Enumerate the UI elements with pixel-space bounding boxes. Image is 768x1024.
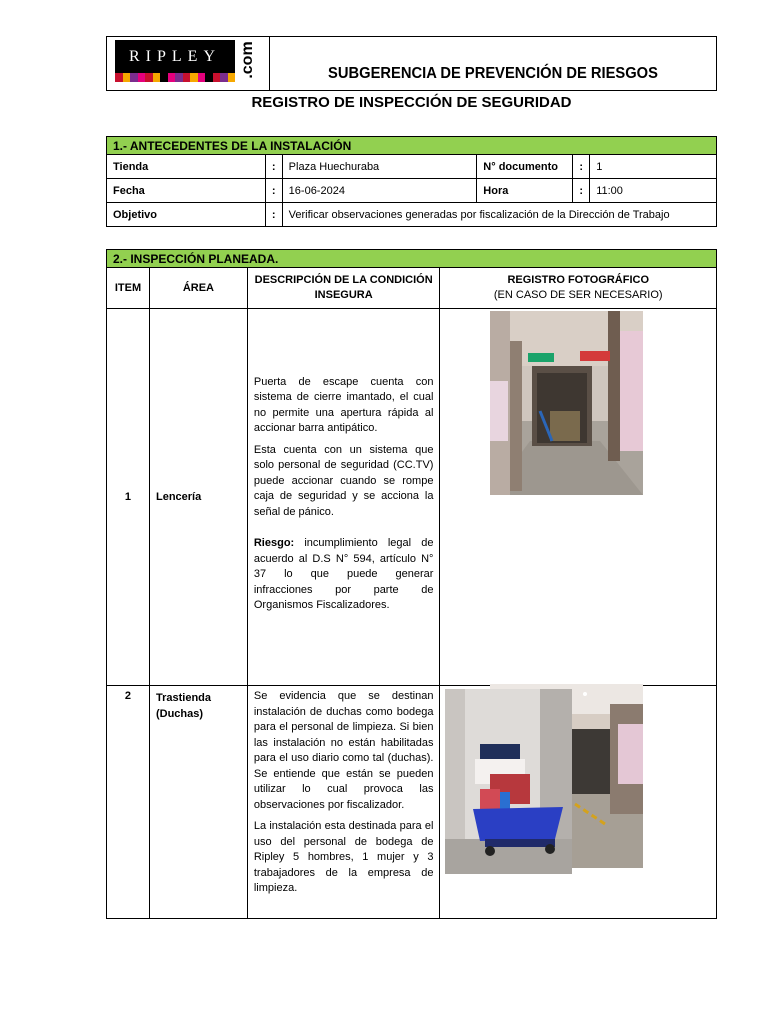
- area-column-header: ÁREA: [149, 268, 247, 309]
- ripley-logo: [107, 37, 270, 90]
- item-number: 2: [107, 686, 150, 919]
- separator: :: [265, 179, 282, 203]
- section2-title: 2.- INSPECCIÓN PLANEADA.: [107, 250, 717, 268]
- logo-suffix: .com: [239, 41, 256, 79]
- photo-column-title: REGISTRO FOTOGRÁFICO: [507, 274, 650, 286]
- table-row: [107, 686, 717, 919]
- separator: :: [573, 155, 590, 179]
- photo-cell: [440, 309, 717, 686]
- logo-wordmark: RIPLEY: [115, 40, 235, 73]
- item-number: 1: [107, 309, 150, 686]
- area-name: Trastienda (Duchas): [149, 686, 247, 919]
- shower-storage-photo: [445, 689, 572, 874]
- objective-value: Verificar observaciones generadas por fiscalización de la Dirección de Trabajo: [282, 203, 716, 227]
- objective-label: Objetivo: [107, 203, 266, 227]
- date-label: Fecha: [107, 179, 266, 203]
- document-header: [106, 36, 717, 91]
- photo-column-header: [440, 268, 717, 309]
- photo-cell: [440, 686, 717, 919]
- logo-stripes: [115, 73, 235, 82]
- planned-inspection-table: [106, 249, 717, 919]
- department-title: SUBGERENCIA DE PREVENCIÓN DE RIESGOS: [328, 65, 658, 82]
- description-paragraph: La instalación esta destinada para el uso del personal de bodega de Ripley 5 hombres, 1 mujer y 3 trabajadores de la empresa de limpieza.: [253, 820, 434, 894]
- risk-paragraph: [254, 536, 434, 614]
- doc-number-value: 1: [590, 155, 717, 179]
- store-value: Plaza Huechuraba: [282, 155, 477, 179]
- description-column-header: DESCRIPCIÓN DE LA CONDICIÓN INSEGURA: [247, 268, 440, 309]
- area-name: Lencería: [149, 309, 247, 686]
- photo-column-subtitle: (EN CASO DE SER NECESARIO): [493, 289, 663, 301]
- separator: :: [265, 203, 282, 227]
- exit-door-photo: [490, 311, 643, 495]
- time-value: 11:00: [590, 179, 717, 203]
- store-label: Tienda: [107, 155, 266, 179]
- description-paragraph: Se evidencia que se destinan instalación de duchas como bodega para el personal de limpieza. Si bien las instalación no están habilitadas para el uso diario como tal (duchas). Se entiende que están se pueden utilizar lo cual provoca las observaciones por fiscalizador.: [253, 690, 434, 811]
- description-paragraph: Esta cuenta con un sistema que solo personal de seguridad (CC.TV) puede accionar cuando se rompe caja de seguridad y se acciona la señal de pánico.: [253, 443, 434, 518]
- separator: :: [573, 179, 590, 203]
- document-title: REGISTRO DE INSPECCIÓN DE SEGURIDAD: [251, 94, 572, 111]
- risk-label: Riesgo:: [253, 537, 295, 549]
- section1-title: 1.- ANTECEDENTES DE LA INSTALACIÓN: [107, 137, 717, 155]
- date-value: 16-06-2024: [282, 179, 477, 203]
- risk-text: incumplimiento legal de acuerdo al D.S N° 594, artículo N° 37 lo que puede generar infracciones por parte de Organismos Fiscalizadores.: [253, 537, 434, 611]
- doc-number-label: N° documento: [477, 155, 573, 179]
- separator: :: [265, 155, 282, 179]
- description-paragraph: Puerta de escape cuenta con sistema de cierre imantado, el cual no permite una apertura rápida al accionar barra antipático.: [253, 375, 434, 434]
- condition-description: [247, 309, 440, 686]
- table-row: [107, 309, 717, 686]
- time-label: Hora: [477, 179, 573, 203]
- item-column-header: ITEM: [107, 268, 150, 309]
- installation-background-table: [106, 136, 717, 227]
- condition-description: [247, 686, 440, 919]
